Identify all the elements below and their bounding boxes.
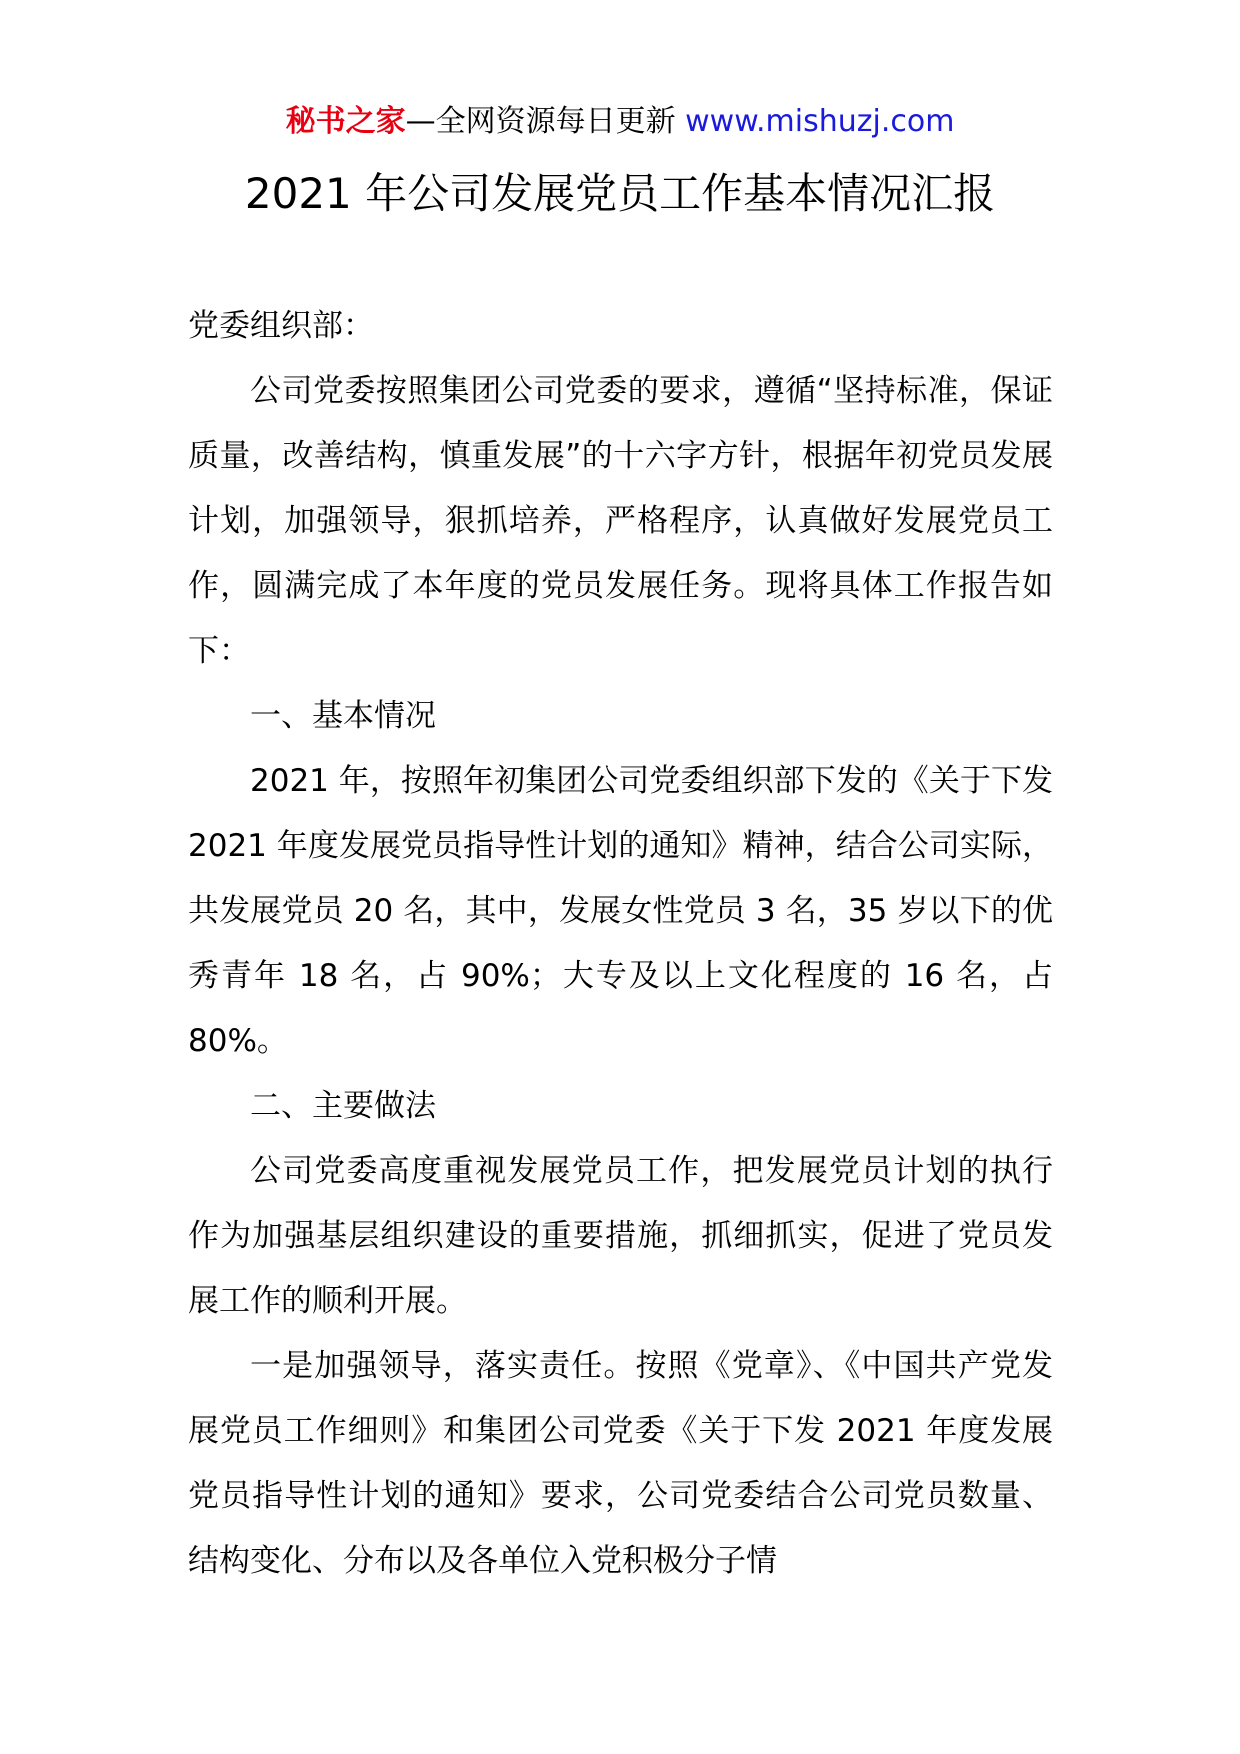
brand-name: 秘书之家	[285, 104, 406, 139]
salutation: 党委组织部：	[188, 308, 374, 344]
section-heading-basic-situation: 一、基本情况	[250, 698, 436, 734]
paragraph-basic-situation: 2021 年，按照年初集团公司党委组织部下发的《关于下发 2021 年度发展党员指导性计划的通知》精神，结合公司实际，共发展党员 20 名，其中，发展女性党员 3 名，35 岁以下的优秀青年 18 名，占 90%；大专及以上文化程度的 16 名，占 80%。	[188, 763, 1053, 1059]
paragraph-main-practices: 公司党委高度重视发展党员工作，把发展党员计划的执行作为加强基层组织建设的重要措施，抓细抓实，促进了党员发展工作的顺利开展。	[188, 1153, 1053, 1319]
document-title: 2021 年公司发展党员工作基本情况汇报	[244, 169, 996, 218]
section-heading-main-practices: 二、主要做法	[250, 1088, 436, 1124]
paragraph-leadership: 一是加强领导，落实责任。按照《党章》、《中国共产党发展党员工作细则》和集团公司党委《关于下发 2021 年度发展党员指导性计划的通知》要求，公司党委结合公司党员数量、结构变化、分布以及各单位入党积极分子情	[188, 1348, 1053, 1579]
paragraph-intro: 公司党委按照集团公司党委的要求，遵循“坚持标准，保证质量，改善结构，慎重发展”的十六字方针，根据年初党员发展计划，加强领导，狠抓培养，严格程序，认真做好发展党员工作，圆满完成了本年度的党员发展任务。现将具体工作报告如下：	[188, 373, 1053, 669]
document-body	[188, 294, 1053, 1594]
site-header	[0, 102, 1240, 142]
site-tagline: —全网资源每日更新	[405, 104, 676, 139]
site-url-link[interactable]: www.mishuzj.com	[685, 104, 955, 139]
